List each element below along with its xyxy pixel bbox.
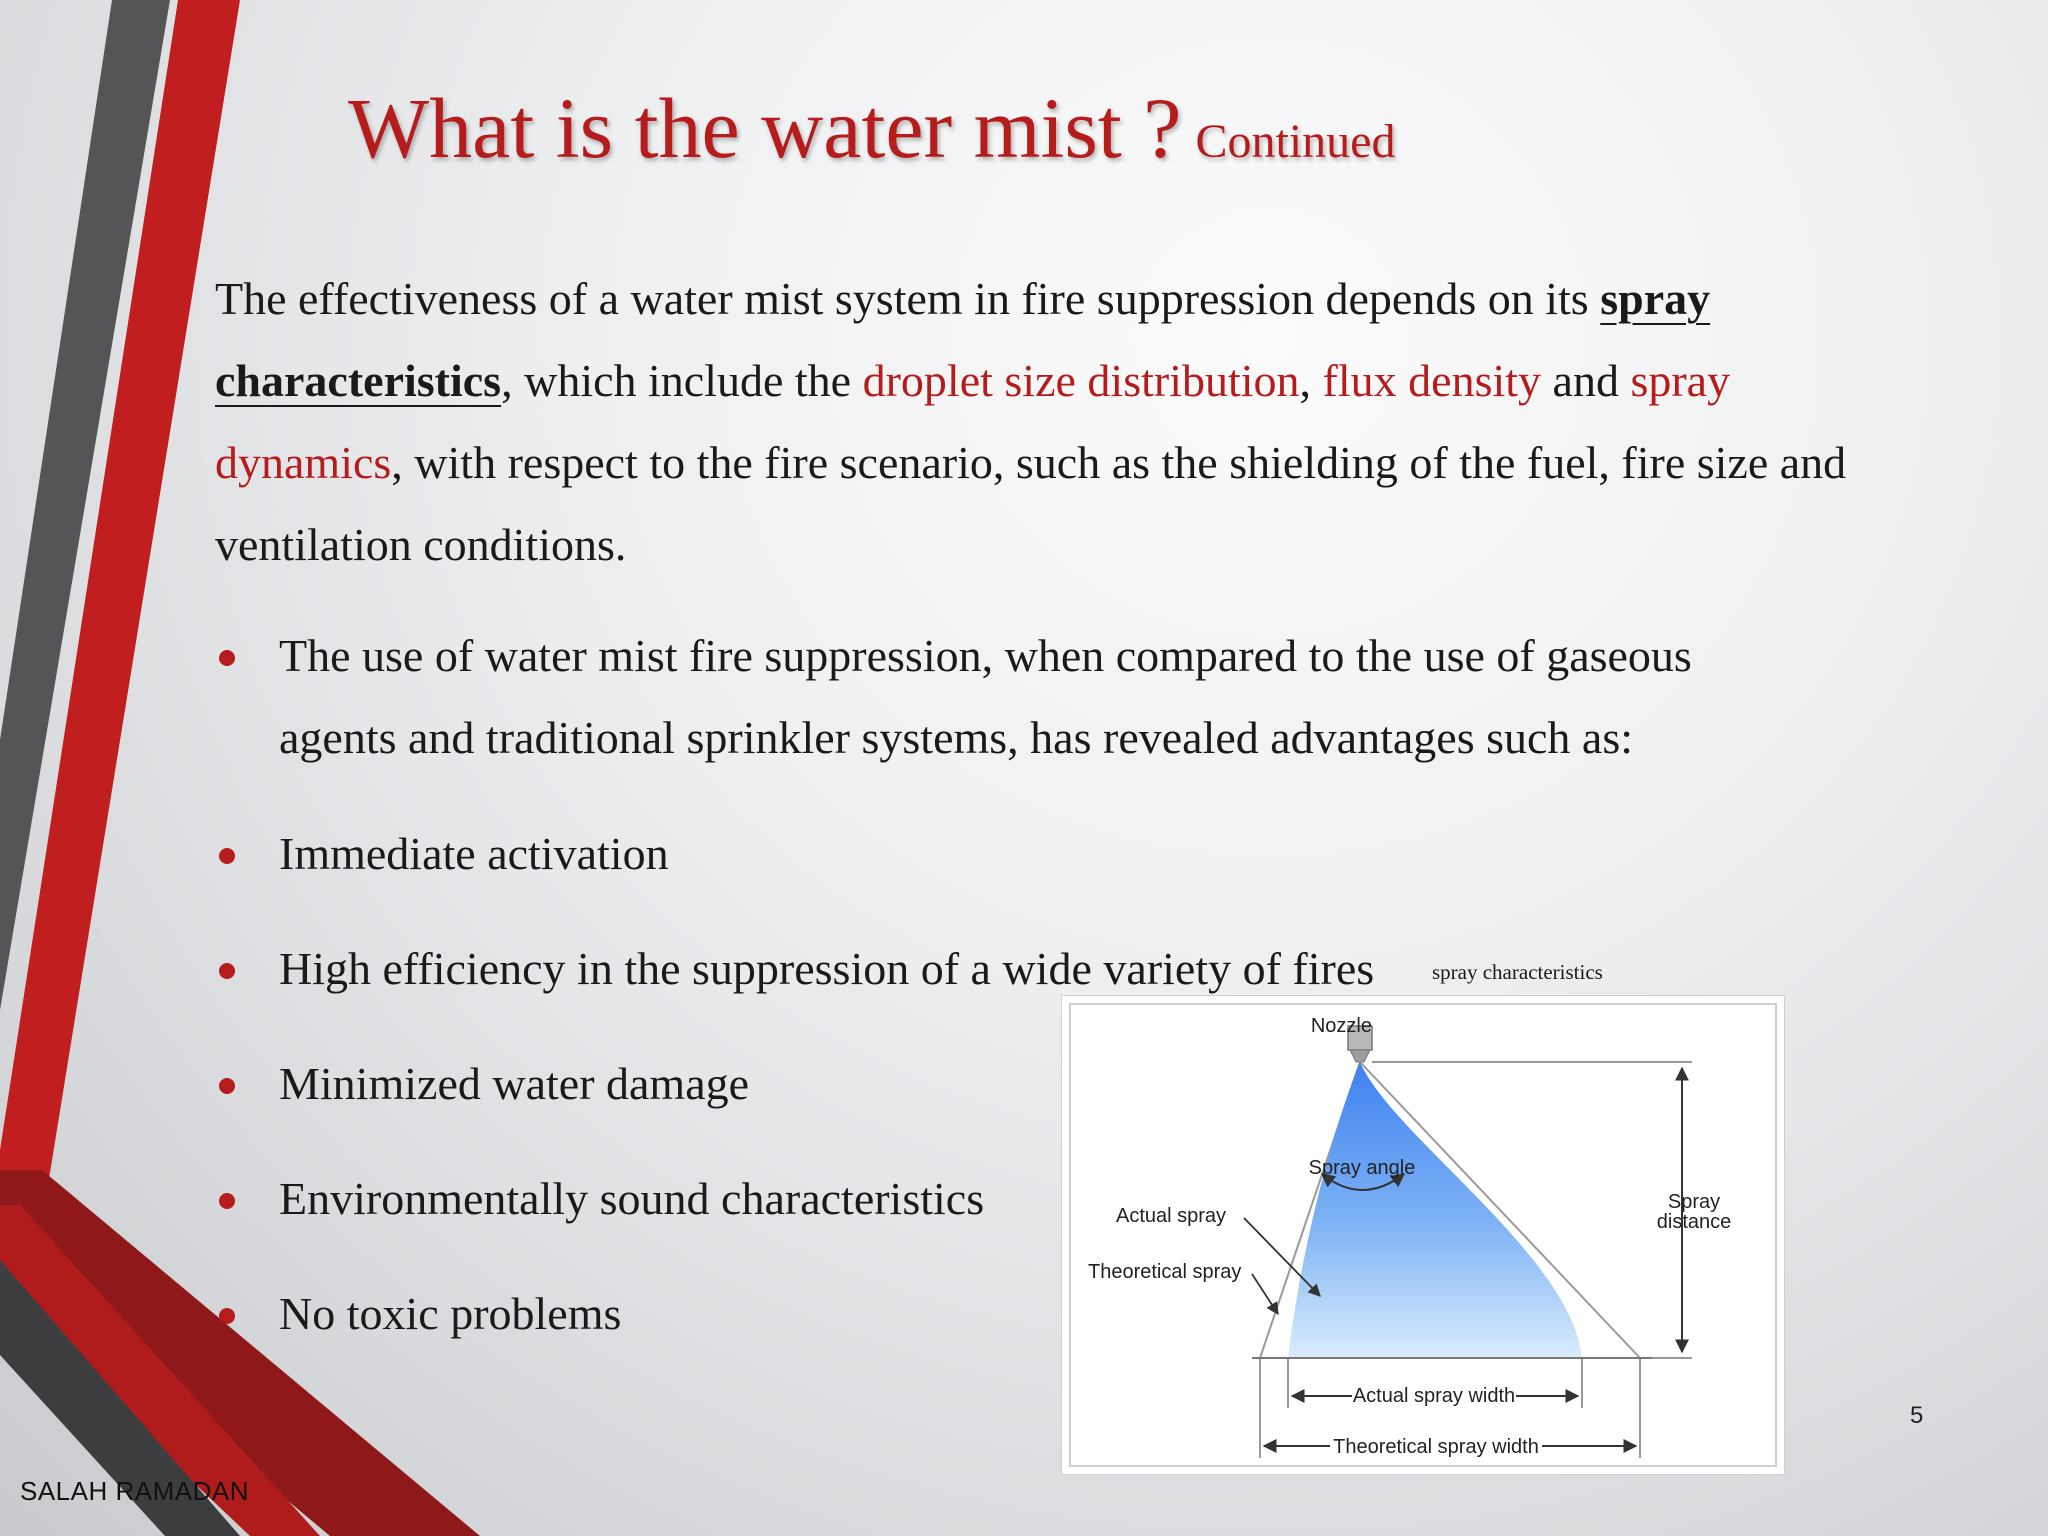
label-actual-spray: Actual spray xyxy=(1116,1205,1227,1227)
bullet-dot-icon xyxy=(219,1193,235,1209)
para-text-4: and xyxy=(1541,355,1631,406)
label-theoretical-spray: Theoretical spray xyxy=(1088,1261,1242,1283)
bullet-dot-icon xyxy=(219,848,235,864)
label-spray-angle: Spray angle xyxy=(1308,1157,1416,1179)
bullet-dot-icon xyxy=(219,963,235,979)
bullet-dot-icon xyxy=(219,1078,235,1094)
para-term-spray-characteristics: spray characteristics xyxy=(215,273,1711,406)
intro-paragraph xyxy=(215,258,1855,586)
slide-title xyxy=(348,78,1395,178)
list-item-text: Minimized water damage xyxy=(279,1058,750,1109)
list-item-text: No toxic problems xyxy=(279,1288,622,1339)
label-spray-distance-line2: distance xyxy=(1656,1211,1732,1233)
title-main: What is the water mist ? xyxy=(348,80,1182,176)
label-nozzle: Nozzle xyxy=(1310,1015,1372,1037)
spray-diagram xyxy=(1062,996,1784,1474)
para-text-2: , which include the xyxy=(501,355,863,406)
label-theoretical-spray-width: Theoretical spray width xyxy=(1333,1436,1539,1458)
bullet-dot-icon xyxy=(219,1308,235,1324)
list-item-text: Environmentally sound characteristics xyxy=(279,1173,985,1224)
label-spray-distance-line1: Spray xyxy=(1667,1191,1721,1213)
list-item-text: The use of water mist fire suppression, when compared to the use of gaseous agents and traditional sprinkler systems, has revealed advantages such as: xyxy=(279,630,1692,763)
label-actual-spray-width: Actual spray width xyxy=(1352,1385,1516,1407)
page-number: 5 xyxy=(1910,1402,1924,1429)
author-footer: SALAH RAMADAN xyxy=(20,1476,249,1506)
para-text-5: , with respect to the fire scenario, such as the shielding of the fuel, fire size and ventilation conditions. xyxy=(215,437,1847,570)
para-text-3: , xyxy=(1299,355,1323,406)
bullet-dot-icon xyxy=(219,650,235,666)
para-text-1: The effectiveness of a water mist system in fire suppression depends on its xyxy=(215,273,1601,324)
para-highlight-flux-density: flux density xyxy=(1322,355,1542,406)
para-highlight-spray-dynamics: spray dynamics xyxy=(215,355,1731,488)
figure-caption: spray characteristics xyxy=(1432,960,1603,984)
para-highlight-droplet-size: droplet size distribution xyxy=(862,355,1300,406)
actual-spray-cone xyxy=(1288,1062,1582,1358)
list-item-text: High efficiency in the suppression of a wide variety of fires xyxy=(279,943,1375,994)
list-item-text: Immediate activation xyxy=(279,828,669,879)
spray-diagram-svg xyxy=(1062,996,1784,1474)
title-sub: Continued xyxy=(1195,115,1396,168)
theoretical-spray-pointer xyxy=(1252,1274,1278,1314)
